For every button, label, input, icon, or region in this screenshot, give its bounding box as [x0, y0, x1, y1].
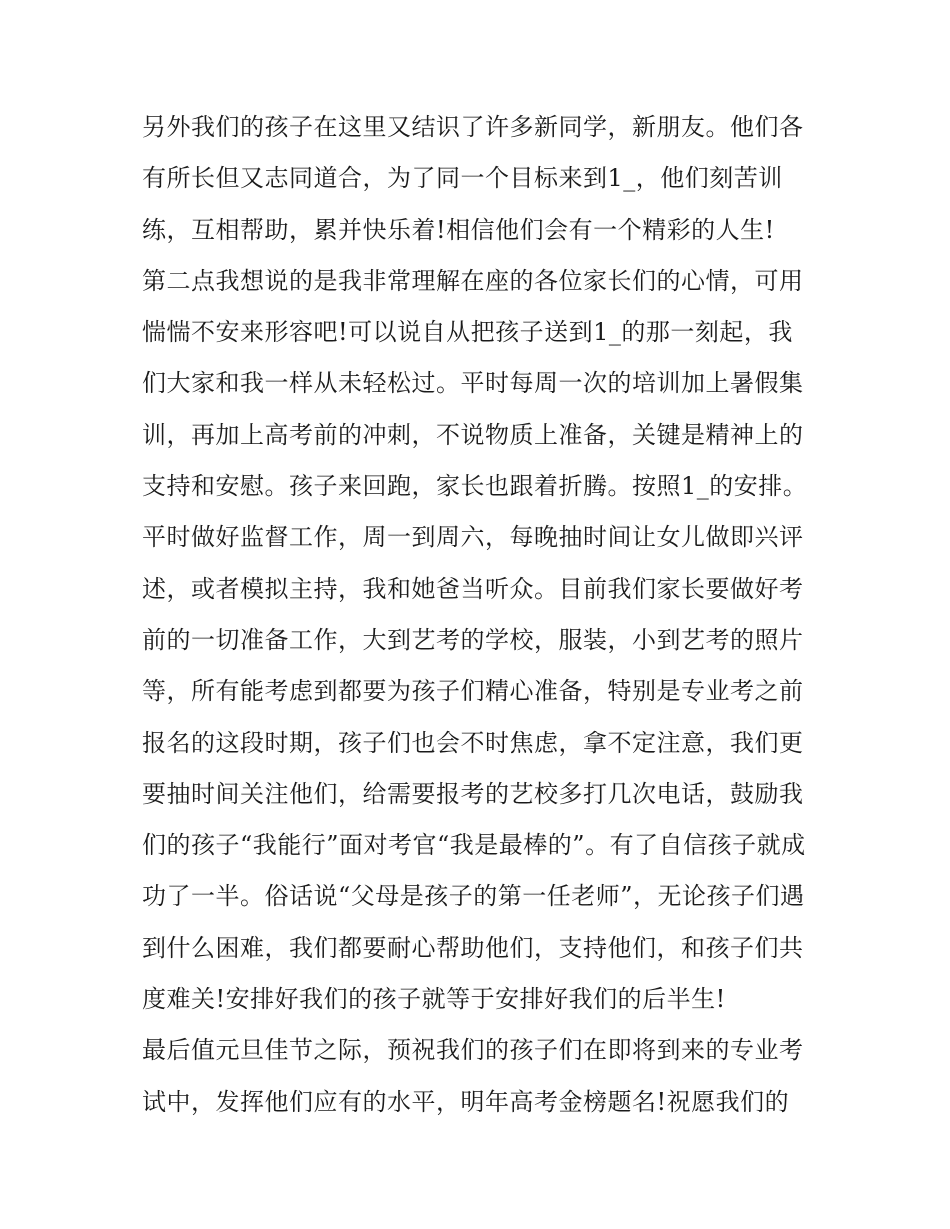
text-line: 述，或者模拟主持，我和她爸当听众。目前我们家长要做好考 [142, 574, 804, 603]
text-line: 练，互相帮助，累并快乐着!相信他们会有一个精彩的人生! [142, 215, 775, 244]
text-line: 前的一切准备工作，大到艺考的学校，服装，小到艺考的照片 [142, 625, 804, 654]
text-line: 度难关!安排好我们的孩子就等于安排好我们的后半生! [142, 985, 726, 1014]
text-line: 等，所有能考虑到都要为孩子们精心准备，特别是专业考之前 [142, 677, 804, 706]
text-line: 第二点我想说的是我非常理解在座的各位家长们的心情，可用 [142, 266, 804, 295]
text-line: 有所长但又志同道合，为了同一个目标来到1_，他们刻苦训 [142, 164, 783, 193]
text-line: 们大家和我一样从未轻松过。平时每周一次的培训加上暑假集 [142, 369, 804, 398]
text-line: 报名的这段时期，孩子们也会不时焦虑，拿不定注意，我们更 [142, 728, 804, 757]
text-line: 训，再加上高考前的冲刺，不说物质上准备，关键是精神上的 [142, 420, 804, 449]
text-line: 最后值元旦佳节之际，预祝我们的孩子们在即将到来的专业考 [142, 1036, 804, 1065]
text-line: 支持和安慰。孩子来回跑，家长也跟着折腾。按照1_的安排。 [142, 472, 808, 501]
text-line: 要抽时间关注他们，给需要报考的艺校多打几次电话，鼓励我 [142, 779, 804, 808]
body-text [142, 102, 812, 1128]
text-line: 另外我们的孩子在这里又结识了许多新同学，新朋友。他们各 [142, 113, 804, 141]
text-line: 功了一半。俗话说“父母是孩子的第一任老师”，无论孩子们遇 [142, 882, 805, 911]
text-line: 到什么困难，我们都要耐心帮助他们，支持他们，和孩子们共 [142, 933, 804, 962]
text-line: 惴惴不安来形容吧!可以说自从把孩子送到1_的那一刻起，我 [142, 318, 793, 347]
text-line: 试中，发挥他们应有的水平，明年高考金榜题名!祝愿我们的 [142, 1087, 790, 1116]
text-line: 们的孩子“我能行”面对考官“我是最棒的”。有了自信孩子就成 [142, 831, 806, 860]
text-line: 平时做好监督工作，周一到周六，每晚抽时间让女儿做即兴评 [142, 523, 804, 552]
